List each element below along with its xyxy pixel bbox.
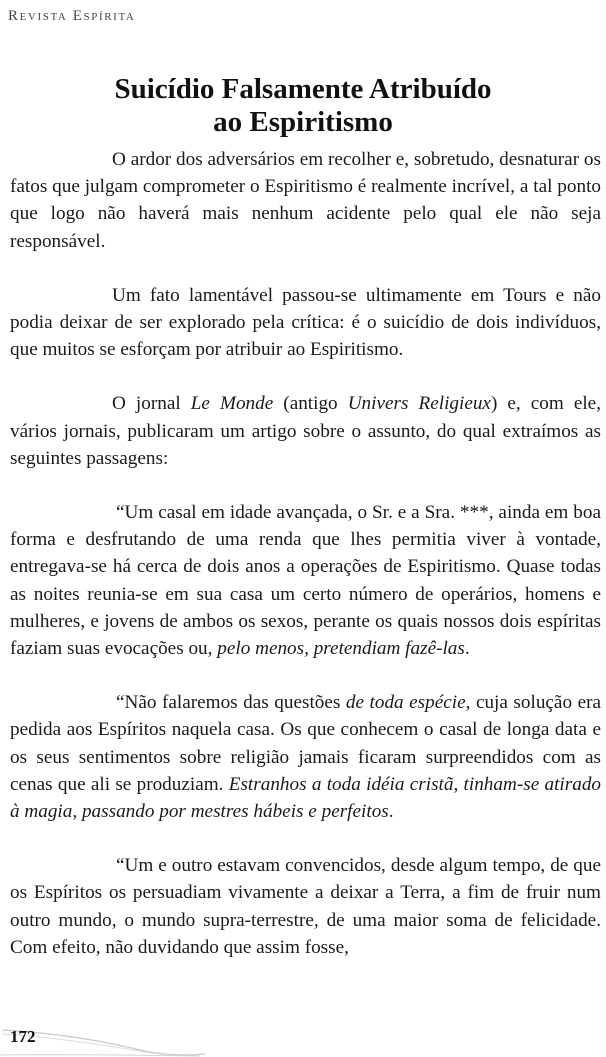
- paragraph-3: [10, 390, 601, 472]
- page-number: 172: [10, 1027, 36, 1046]
- running-header: Revista Espírita: [8, 8, 136, 24]
- paragraph-5-text-a: “Não falaremos das questões: [116, 692, 346, 714]
- paragraph-4-italic: pelo menos, pretendiam fazê-las: [217, 638, 465, 660]
- paragraph-1: O ardor dos adversários em recolher e, sobretudo, desnaturar os fatos que julgam comprometer o Espiritismo é realmente incrível, a tal ponto que logo não haverá mais nenhum acidente pelo qual ele não seja responsável.: [10, 149, 601, 252]
- newspaper-name-univers-religieux: Univers Religieux: [347, 393, 491, 415]
- paragraph-6-quote: “Um e outro estavam convencidos, desde algum tempo, de que os Espíritos os persuadiam vivamente a deixar a Terra, a fim de fruir num outro mundo, o mundo supra-terrestre, de uma maior soma de felicidade. Com efeito, não duvidando que assim fosse,: [10, 855, 601, 958]
- paragraph-5-italic-2: Estranhos a toda idéia cristã, tinham-se atirado à magia, passando por mestres hábeis e perfeitos: [10, 773, 601, 823]
- paragraph-5-quote: [10, 689, 601, 825]
- newspaper-name-le-monde: Le Monde: [190, 393, 274, 415]
- paragraph-4-text-a: “Um casal em idade avançada, o Sr. e a Sra. ***, ainda em boa forma e desfrutando de uma renda que lhes permitia viver à vontade, entregava-se há cerca de dois anos a operações de Espiritismo. Quase todas as noites reunia-se em sua casa um certo número de operários, homens e mulheres, e jovens de ambos os sexos, perante os quais nossos dois espíritas faziam suas evocações ou,: [10, 502, 601, 660]
- article-title: [0, 73, 606, 139]
- title-line-2: ao Espiritismo: [213, 106, 393, 139]
- paragraph-3-text-c: (antigo: [273, 393, 348, 415]
- title-line-1: Suicídio Falsamente Atribuído: [114, 73, 492, 106]
- article-body: [10, 146, 601, 988]
- paragraph-2: Um fato lamentável passou-se ultimamente em Tours e não podia deixar de ser explorado pela crítica: é o suicídio de dois indivíduos, que muitos se esforçam por atribuir ao Espiritismo.: [10, 284, 601, 361]
- paragraph-3-text-e: ) e, com ele, vários jornais, publicaram um artigo sobre o assunto, do qual extraímos as seguintes passagens:: [10, 393, 601, 469]
- paragraph-4-text-c: .: [464, 638, 470, 660]
- paragraph-5-text-c: , cuja solução era pedida aos Espíritos naquela casa. Os que conhecem o casal de longa data e os seus sentimentos sobre religião jamais ficaram surpreendidos com as cenas que ali se produziam.: [10, 692, 601, 795]
- paragraph-5-italic-1: de toda espécie: [345, 692, 466, 714]
- paragraph-4-quote: [10, 499, 601, 662]
- paragraph-5-text-e: .: [388, 801, 394, 823]
- paragraph-3-text-a: O jornal: [112, 393, 191, 415]
